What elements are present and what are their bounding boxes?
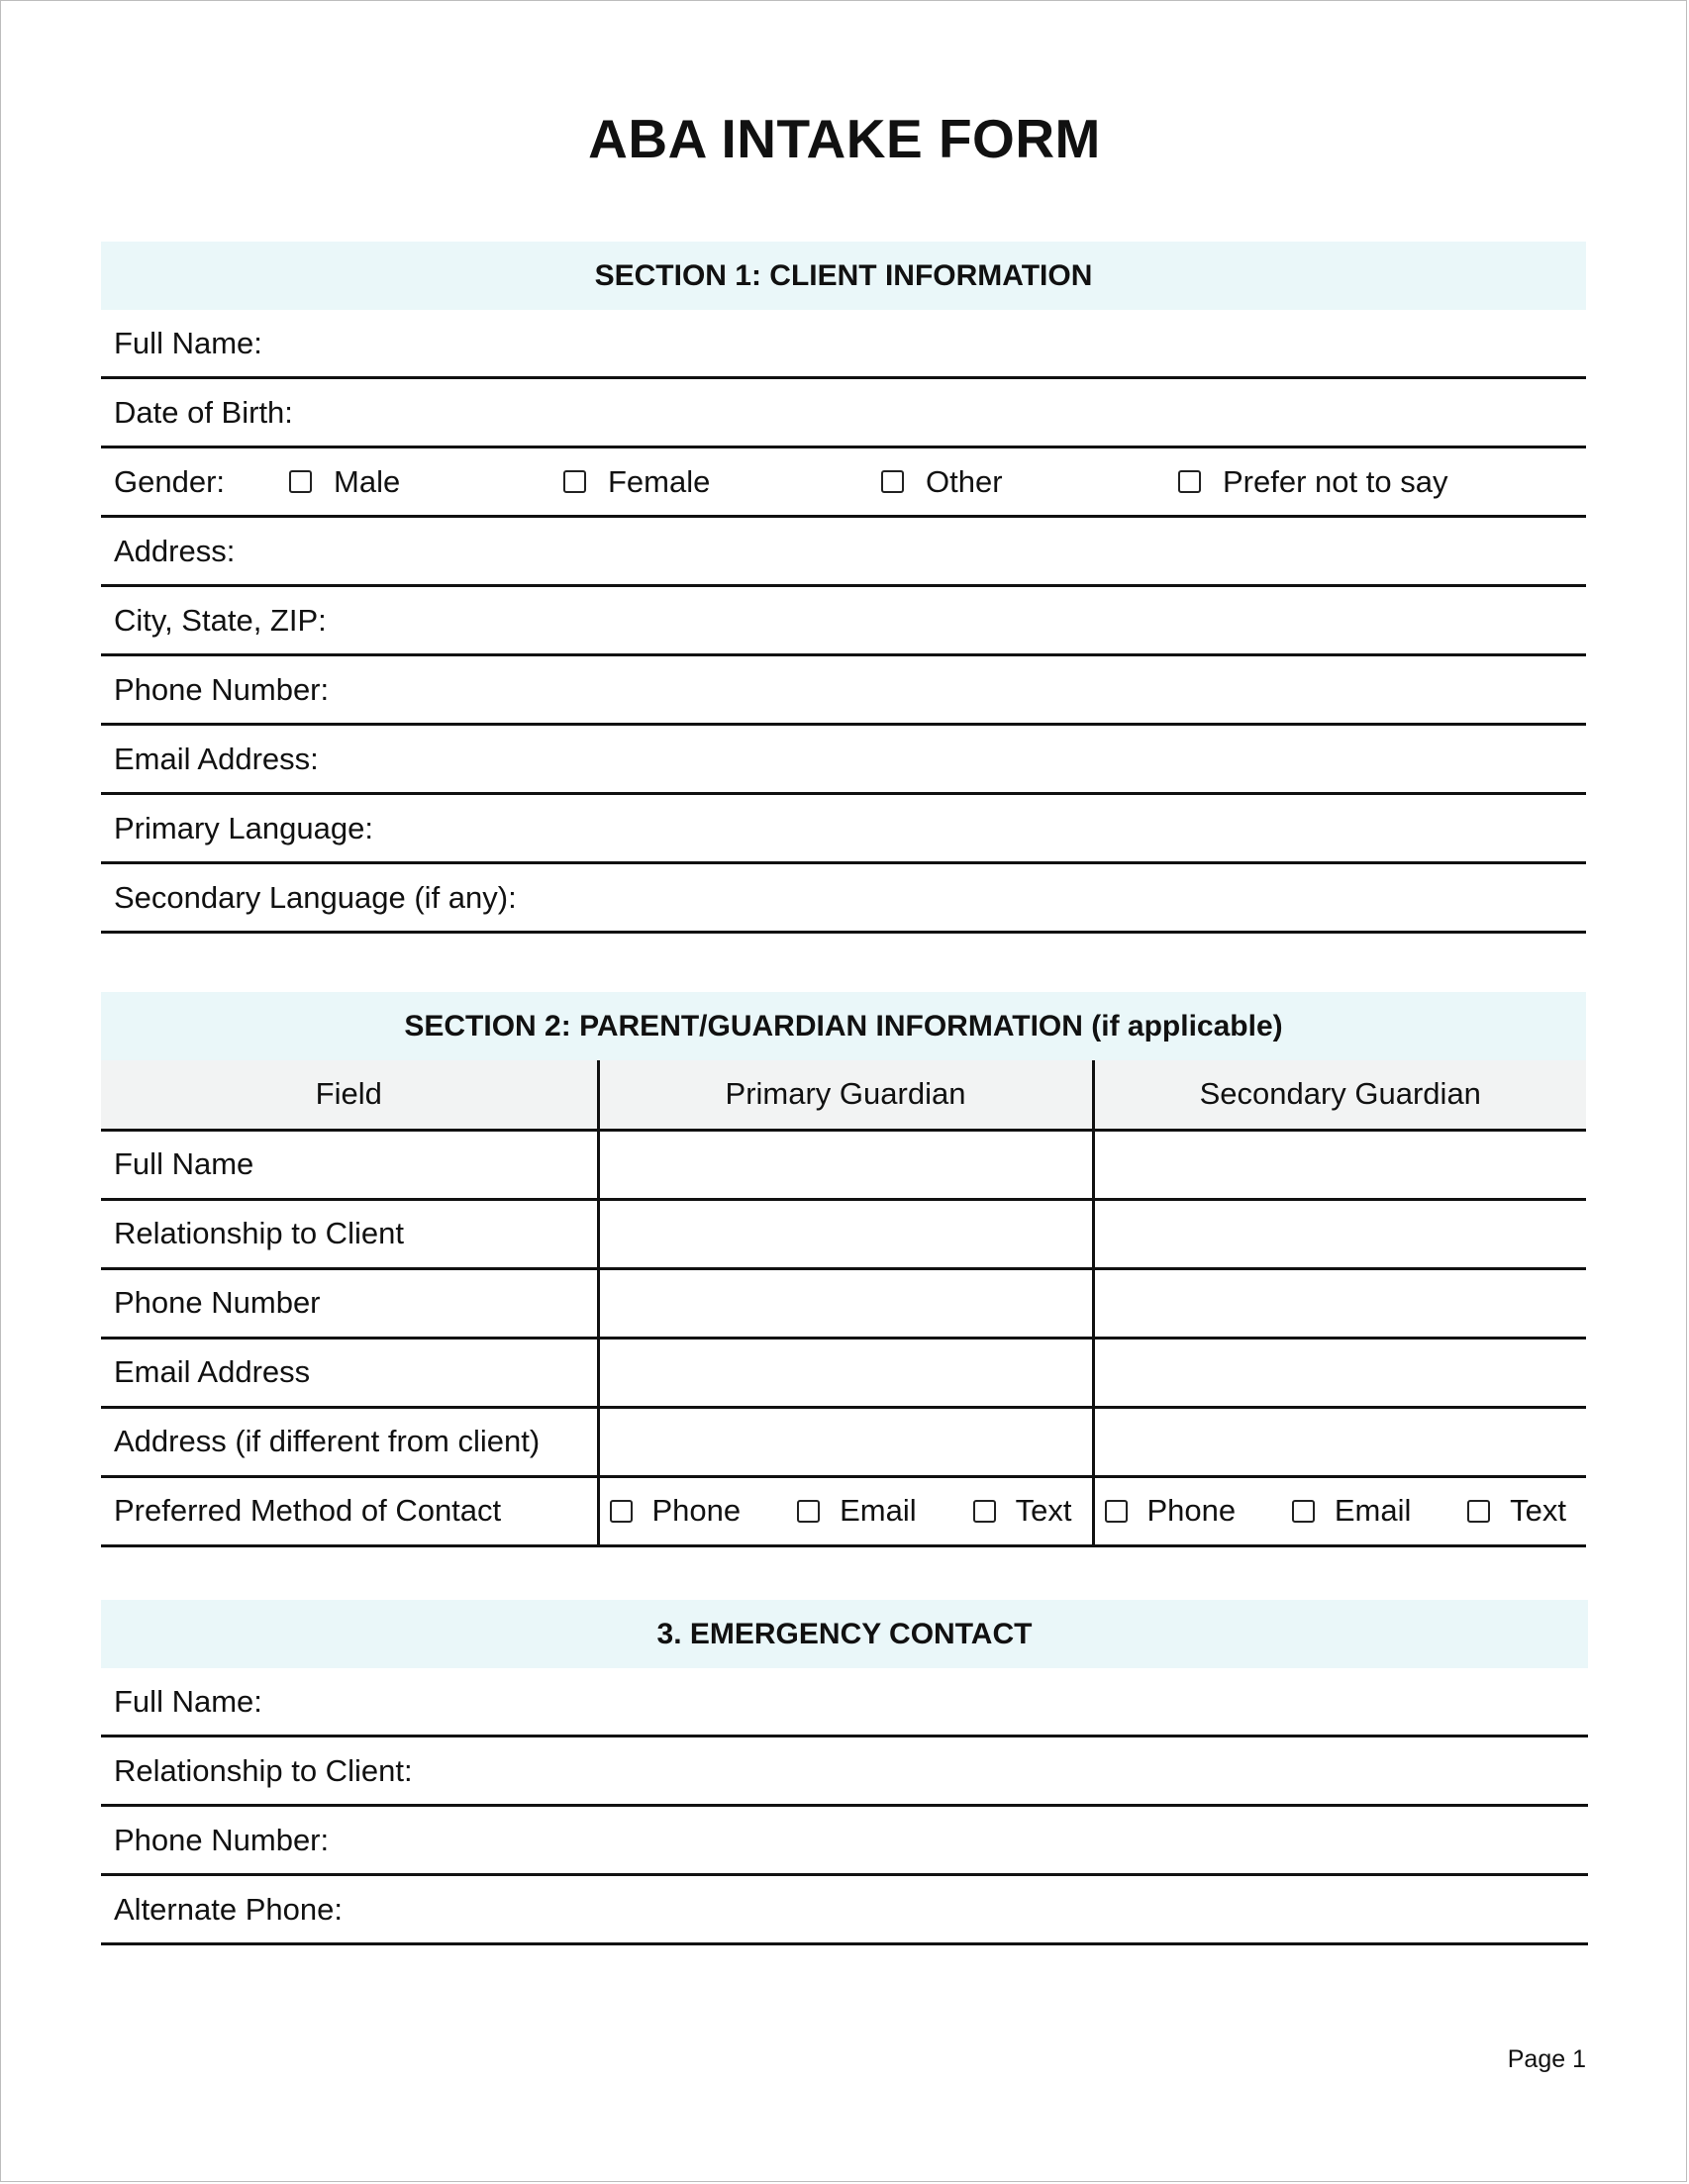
checkbox-icon — [563, 470, 586, 493]
checkbox-icon — [1467, 1500, 1490, 1523]
section-3-heading: 3. EMERGENCY CONTACT — [101, 1600, 1588, 1668]
form-title: ABA INTAKE FORM — [588, 108, 1101, 169]
emergency-relationship-label: Relationship to Client: — [114, 1752, 413, 1788]
table-row — [101, 1199, 1586, 1268]
secondary-guardian-contact-cell — [1093, 1476, 1586, 1545]
client-address-label: Address: — [114, 533, 236, 568]
primary-guardian-phone-cell[interactable] — [598, 1268, 1093, 1338]
gender-other-checkbox[interactable] — [881, 464, 1003, 500]
secondary-contact-email-checkbox[interactable] — [1292, 1493, 1412, 1529]
gender-other-label: Other — [926, 463, 1003, 499]
gender-female-label: Female — [608, 463, 711, 499]
checkbox-icon — [289, 470, 312, 493]
page-number: Page 1 — [1507, 2045, 1586, 2073]
emergency-phone-label: Phone Number: — [114, 1822, 330, 1857]
secondary-contact-text-label: Text — [1510, 1493, 1566, 1528]
primary-contact-text-label: Text — [1015, 1493, 1072, 1528]
client-full-name-field[interactable] — [101, 310, 1586, 379]
checkbox-icon — [973, 1500, 996, 1523]
gender-female-checkbox[interactable] — [563, 464, 710, 500]
secondary-contact-phone-checkbox[interactable] — [1105, 1493, 1237, 1529]
client-gender-label: Gender: — [114, 463, 226, 499]
table-row — [101, 1338, 1586, 1407]
section-client-information — [101, 242, 1586, 934]
gender-prefer-not-checkbox[interactable] — [1178, 464, 1447, 500]
checkbox-icon — [1178, 470, 1201, 493]
table-row — [101, 1407, 1586, 1476]
table-row — [101, 1130, 1586, 1199]
guardian-table — [101, 1060, 1586, 1547]
client-city-field[interactable] — [101, 587, 1586, 656]
primary-guardian-full-name-cell[interactable] — [598, 1130, 1093, 1199]
client-primary-language-label: Primary Language: — [114, 810, 373, 845]
primary-contact-text-checkbox[interactable] — [973, 1493, 1072, 1529]
gender-prefer-not-label: Prefer not to say — [1223, 463, 1448, 499]
row-label-phone: Phone Number — [114, 1285, 321, 1320]
primary-guardian-contact-cell — [598, 1476, 1093, 1545]
gender-male-label: Male — [334, 463, 401, 499]
client-city-label: City, State, ZIP: — [114, 602, 327, 638]
primary-guardian-relationship-cell[interactable] — [598, 1199, 1093, 1268]
client-gender-row — [101, 448, 1586, 518]
client-phone-field[interactable] — [101, 656, 1586, 726]
row-label-preferred-contact: Preferred Method of Contact — [114, 1493, 502, 1528]
client-dob-label: Date of Birth: — [114, 394, 293, 430]
table-row — [101, 1476, 1586, 1545]
secondary-guardian-phone-cell[interactable] — [1093, 1268, 1586, 1338]
checkbox-icon — [881, 470, 904, 493]
emergency-alt-phone-field[interactable] — [101, 1876, 1588, 1945]
client-dob-field[interactable] — [101, 379, 1586, 448]
column-header-primary-guardian: Primary Guardian — [598, 1060, 1093, 1130]
emergency-full-name-field[interactable] — [101, 1668, 1588, 1737]
section-1-heading: SECTION 1: CLIENT INFORMATION — [101, 242, 1586, 310]
row-label-full-name: Full Name — [114, 1146, 254, 1181]
row-label-relationship: Relationship to Client — [114, 1216, 404, 1250]
secondary-guardian-email-cell[interactable] — [1093, 1338, 1586, 1407]
secondary-contact-phone-label: Phone — [1146, 1493, 1237, 1528]
emergency-phone-field[interactable] — [101, 1807, 1588, 1876]
checkbox-icon — [1292, 1500, 1315, 1523]
section-2-heading: SECTION 2: PARENT/GUARDIAN INFORMATION (if applicable) — [101, 992, 1586, 1060]
row-label-email: Email Address — [114, 1354, 311, 1389]
client-secondary-language-label: Secondary Language (if any): — [114, 879, 517, 915]
guardian-table-header — [101, 1060, 1586, 1130]
emergency-full-name-label: Full Name: — [114, 1683, 262, 1719]
column-header-field: Field — [101, 1060, 598, 1130]
row-label-address: Address (if different from client) — [114, 1424, 541, 1458]
client-email-label: Email Address: — [114, 741, 319, 776]
emergency-relationship-field[interactable] — [101, 1737, 1588, 1807]
client-primary-language-field[interactable] — [101, 795, 1586, 864]
checkbox-icon — [1105, 1500, 1128, 1523]
primary-contact-email-checkbox[interactable] — [797, 1493, 917, 1529]
table-row — [101, 1268, 1586, 1338]
emergency-alt-phone-label: Alternate Phone: — [114, 1891, 343, 1927]
secondary-guardian-relationship-cell[interactable] — [1093, 1199, 1586, 1268]
primary-contact-phone-label: Phone — [651, 1493, 742, 1528]
primary-guardian-email-cell[interactable] — [598, 1338, 1093, 1407]
secondary-guardian-full-name-cell[interactable] — [1093, 1130, 1586, 1199]
column-header-secondary-guardian: Secondary Guardian — [1093, 1060, 1586, 1130]
primary-contact-phone-checkbox[interactable] — [610, 1493, 742, 1529]
checkbox-icon — [610, 1500, 633, 1523]
gender-male-checkbox[interactable] — [289, 464, 400, 500]
checkbox-icon — [797, 1500, 820, 1523]
secondary-contact-email-label: Email — [1334, 1493, 1412, 1528]
section-emergency-contact — [101, 1600, 1588, 1945]
primary-contact-email-label: Email — [840, 1493, 917, 1528]
client-email-field[interactable] — [101, 726, 1586, 795]
secondary-contact-text-checkbox[interactable] — [1467, 1493, 1566, 1529]
client-phone-label: Phone Number: — [114, 671, 330, 707]
client-address-field[interactable] — [101, 518, 1586, 587]
section-guardian-information — [101, 992, 1586, 1547]
secondary-guardian-address-cell[interactable] — [1093, 1407, 1586, 1476]
client-secondary-language-field[interactable] — [101, 864, 1586, 934]
client-full-name-label: Full Name: — [114, 325, 262, 360]
primary-guardian-address-cell[interactable] — [598, 1407, 1093, 1476]
